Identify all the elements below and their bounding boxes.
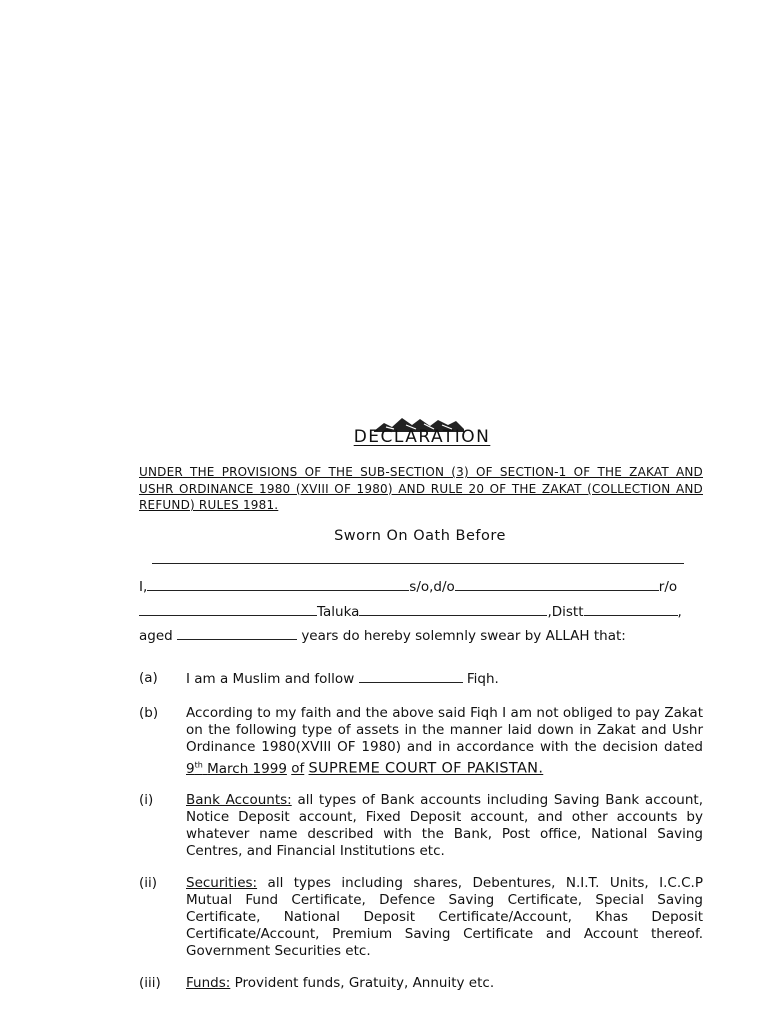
item-text-end: Fiqh.	[466, 671, 499, 687]
item-number: (iii)	[139, 975, 161, 991]
age-field[interactable]	[177, 627, 297, 640]
list-item	[139, 975, 703, 995]
declarant-line	[139, 578, 703, 596]
item-heading: Funds:	[186, 975, 231, 991]
taluka-field[interactable]	[359, 603, 547, 616]
parent-name-field[interactable]	[455, 578, 659, 591]
age-line	[139, 627, 703, 645]
court-name: SUPREME COURT OF PAKISTAN.	[308, 760, 544, 777]
item-heading: Securities:	[186, 875, 258, 891]
residence-label: r/o	[658, 579, 678, 595]
item-text: I am a Muslim and follow	[186, 671, 355, 687]
item-text: Provident funds, Gratuity, Annuity etc.	[234, 975, 495, 991]
item-number: (b)	[139, 705, 159, 721]
item-number: (ii)	[139, 875, 158, 891]
fiqh-field[interactable]	[359, 670, 463, 683]
distt-label: ,Distt	[547, 604, 584, 620]
taluka-label: Taluka	[317, 604, 360, 620]
decision-date: 9th March 1999	[186, 760, 287, 777]
address-line	[139, 603, 703, 621]
item-number: (a)	[139, 670, 158, 686]
item-heading: Bank Accounts:	[186, 792, 292, 808]
district-field[interactable]	[584, 603, 678, 616]
list-item	[139, 670, 703, 690]
address-end: ,	[677, 604, 682, 620]
list-item	[139, 705, 703, 777]
provisions-text: UNDER THE PROVISIONS OF THE SUB-SECTION (3) OF SECTION-1 OF THE ZAKAT AND USHR ORDINANCE 1980 (XVIII OF 1980) AND RULE 20 OF THE ZAKAT (COLLECTION AND REFUND) RULES 1981.	[139, 465, 703, 512]
page-title: DECLARATION	[353, 427, 491, 447]
declarant-prefix: I,	[139, 579, 148, 595]
relation-label: s/o,d/o	[409, 579, 455, 595]
declarant-name-field[interactable]	[147, 578, 409, 591]
list-item	[139, 792, 703, 862]
swear-text: years do hereby solemnly swear by ALLAH that:	[301, 628, 626, 644]
item-text: According to my faith and the above said Fiqh I am not obliged to pay Zakat on the following type of assets in the manner laid down in Zakat and Ushr Ordinance 1980(XVIII OF 1980) and in accordance with the decision dated	[186, 705, 703, 755]
item-number: (i)	[139, 792, 154, 808]
officer-name-field[interactable]	[152, 563, 684, 564]
item-text: all types of Bank accounts including Saving Bank account, Notice Deposit account, Fixed Deposit account, and other accounts by whatever name described with the Bank, Post office, National Saving Centres, and Financial Institutions etc.	[186, 792, 704, 859]
aged-label: aged	[139, 628, 173, 644]
decision-of: of	[291, 760, 305, 777]
sworn-before-label: Sworn On Oath Before	[334, 528, 506, 544]
list-item	[139, 875, 703, 961]
item-text: all types including shares, Debentures, N.I.T. Units, I.C.C.P Mutual Fund Certificate, Defence Saving Certificate, Special Saving Certificate, National Deposit Certificate/Account, Khas Deposit Certificate/Account, Premium Saving Certificate and Account thereof. Government Securities etc.	[186, 875, 703, 959]
residence-field[interactable]	[139, 603, 317, 616]
